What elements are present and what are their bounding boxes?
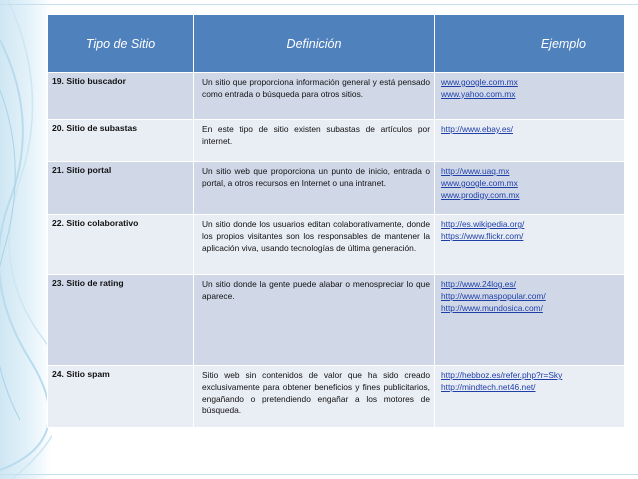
example-cell — [435, 275, 625, 366]
example-link[interactable]: https://www.flickr.com/ — [441, 230, 524, 241]
example-cell — [435, 162, 625, 215]
site-type-cell: 19. Sitio buscador — [48, 73, 194, 120]
site-type-cell: 20. Sitio de subastas — [48, 120, 194, 162]
table-row — [48, 73, 625, 120]
header-definicion: Definición — [194, 15, 435, 73]
bottom-rule — [0, 474, 638, 475]
example-link[interactable]: http://www.ebay.es/ — [441, 124, 513, 134]
table-row — [48, 215, 625, 275]
example-cell — [435, 120, 625, 162]
example-link[interactable]: http://hebboz.es/refer.php?r=Sky — [441, 370, 563, 380]
site-type-cell: 22. Sitio colaborativo — [48, 215, 194, 275]
example-link[interactable]: www.yahoo.com.mx — [441, 88, 516, 99]
example-link[interactable]: http://mindtech.net46.net/ — [441, 381, 536, 392]
background-decoration — [0, 0, 52, 479]
definition-cell: Un sitio donde los usuarios editan colaborativamente, donde los propios visitantes son los responsables de mantener la aplicación viva, usando tecnologías de última generación. — [194, 215, 435, 275]
site-type-cell: 24. Sitio spam — [48, 366, 194, 428]
table-row — [48, 162, 625, 215]
definition-cell: Un sitio web que proporciona un punto de inicio, entrada o portal, a otros recursos en Internet o una intranet. — [194, 162, 435, 215]
definition-cell: En este tipo de sitio existen subastas de artículos por internet. — [194, 120, 435, 162]
example-cell — [435, 73, 625, 120]
table-row — [48, 366, 625, 428]
site-type-cell: 21. Sitio portal — [48, 162, 194, 215]
example-link[interactable]: http://www.24log.es/ — [441, 279, 516, 289]
example-link[interactable]: http://www.uaq.mx — [441, 166, 510, 176]
top-rule — [0, 4, 638, 5]
header-tipo: Tipo de Sitio — [48, 15, 194, 73]
example-link[interactable]: http://www.mundosica.com/ — [441, 302, 543, 313]
background-swirl-graphic — [0, 0, 52, 479]
table-header-row — [48, 15, 625, 73]
definition-cell: Un sitio que proporciona información general y está pensado como entrada o búsqueda para otros sitios. — [194, 73, 435, 120]
example-link[interactable]: www.google.com.mx — [441, 77, 518, 87]
table-row — [48, 120, 625, 162]
example-link[interactable]: http://es.wikipedia.org/ — [441, 219, 525, 229]
definition-cell: Un sitio donde la gente puede alabar o menospreciar lo que aparece. — [194, 275, 435, 366]
example-cell — [435, 366, 625, 428]
example-cell — [435, 215, 625, 275]
site-type-cell: 23. Sitio de rating — [48, 275, 194, 366]
definition-cell: Sitio web sin contenidos de valor que ha sido creado exclusivamente para obtener beneficios y fines publicitarios, engañando o pretendiendo engañar a los motores de búsqueda. — [194, 366, 435, 428]
example-link[interactable]: http://www.maspopular.com/ — [441, 290, 546, 301]
example-link[interactable]: www.google.com.mx — [441, 177, 518, 188]
header-ejemplo: Ejemplo — [435, 15, 625, 73]
example-link[interactable]: www.prodigy.com.mx — [441, 189, 520, 200]
table-row — [48, 275, 625, 366]
site-types-table — [47, 14, 625, 428]
